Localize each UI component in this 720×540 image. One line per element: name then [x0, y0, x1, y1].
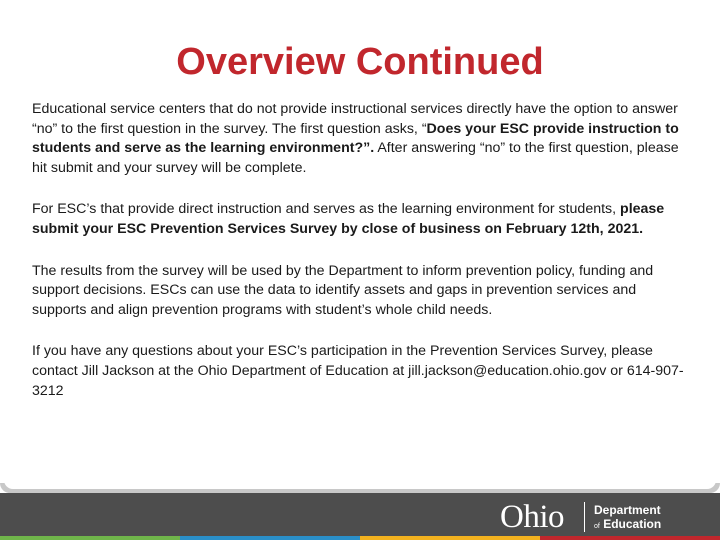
page-title: Overview Continued [176, 41, 544, 83]
paragraph-no-instruction [32, 100, 694, 178]
paragraph-text: After answering “no” to the first question, please hit submit and your survey will be complete. [32, 140, 679, 176]
logo-divider [584, 502, 585, 532]
slide-body [32, 100, 694, 423]
paragraph-text: For ESC’s that provide direct instruction and serves as the learning environment for students, [32, 201, 621, 218]
logo-dept-line2 [594, 517, 661, 534]
paragraph-contact [32, 342, 694, 401]
paragraph-text: Educational service centers that do not provide instructional services directly have the option to answer “no” to the first question in the survey. The first question asks, “ [32, 101, 678, 137]
deadline-text: please submit your ESC Prevention Services Survey by close of business on February 12th, 2021. [32, 201, 665, 237]
logo-dept-line1: Department [594, 503, 661, 517]
footer-divider-cap [4, 480, 716, 489]
paragraph-results-use [32, 262, 694, 321]
logo-dept-education: Education [603, 517, 662, 531]
survey-question-text: Does your ESC provide instruction to students and serve as the learning environment?”. [32, 120, 679, 157]
stripe-segment [0, 536, 180, 540]
paragraph-submit-deadline [32, 200, 694, 239]
department-of-education-logo [594, 503, 661, 534]
paragraph-text: The results from the survey will be used by the Department to inform prevention policy, funding and support decisions. ESCs can use the data to identify assets and gaps in prevention services and supports and align prevention programs with student’s whole child needs. [32, 262, 654, 318]
stripe-segment [540, 536, 720, 540]
paragraph-text: If you have any questions about your ESC’s participation in the Prevention Services Survey, please contact Jill Jackson at the Ohio Department of Education at jill.jackson@education.ohio.gov or 614-907-3212 [32, 343, 684, 399]
logo-dept-of: of [594, 523, 600, 530]
stripe-segment [180, 536, 360, 540]
footer-color-stripe [0, 536, 720, 540]
ohio-logo: Ohio [500, 499, 564, 535]
